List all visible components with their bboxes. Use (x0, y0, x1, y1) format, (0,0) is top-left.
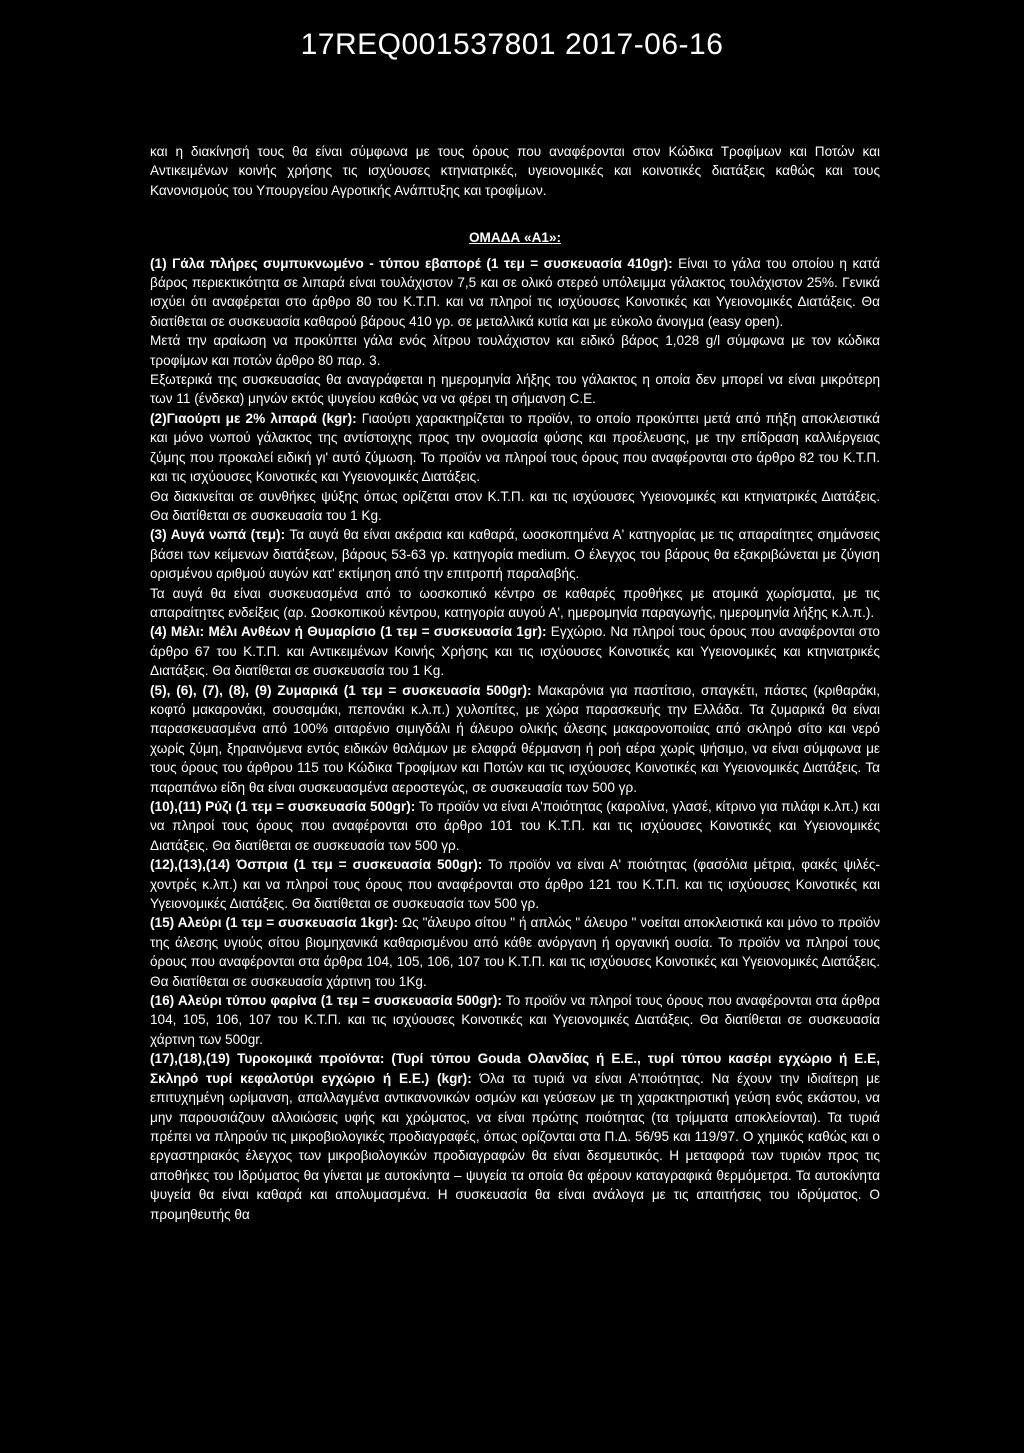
item-title: (16) Αλεύρι τύπου φαρίνα (1 τεμ = συσκευασία 500gr): (150, 993, 502, 1009)
item-text: Εγχώριο. Να πληροί τους όρους που αναφέρονται στο άρθρο 67 του Κ.Τ.Π. και Αντικειμένων Κοινής Χρήσης και τις ισχύουσες Κοινοτικές και Υγειονομικές και κτηνιατρικές Διατάξεις. Θα διατίθεται σε συσκευασία του 1 Kg. (150, 624, 880, 679)
item-text: Τα αυγά θα είναι ακέραια και καθαρά, ωοσκοπημένα Α' κατηγορίας με τις απαραίτητες σημάνσεις βάσει των κείμενων διατάξεων, βάρους 53-63 γρ. κατηγορία medium. Ο έλεγχος του βάρους θα εξακριβώνεται με ζύγιση ορισμένου αριθμού αυγών κατ' εκτίμηση από την επιτροπή παραλαβής. (150, 527, 880, 582)
item-paragraph (150, 487, 880, 526)
item-paragraph (150, 584, 880, 623)
intro-paragraph: και η διακίνησή τους θα είναι σύμφωνα με τους όρους που αναφέρονται στον Κώδικα Τροφίμων και Ποτών και Αντικειμένων κοινής χρήσης τις ισχύουσες κτηνιατρικές, υγειονομικές και κοινοτικές διατάξεις καθώς και τους Κανονισμούς του Υπουργείου Αγροτικής Ανάπτυξης και τροφίμων. (150, 144, 880, 198)
item-title: (1) Γάλα πλήρες συμπυκνωμένο - τύπου εβαπορέ (1 τεμ = συσκευασία 410gr): (150, 255, 673, 271)
item-text: Το προϊόν να είναι Α' ποιότητας (φασόλια μέτρια, φακές ψιλές-χοντρές κ.λπ.) και να πληροί τους όρους που αναφέρονται στο άρθρο 121 του Κ.Τ.Π. και τις ισχύουσες Κοινοτικές και Υγειονομικές Διατάξεις. Θα διατίθεται σε συσκευασία των 500 γρ. (150, 857, 880, 912)
item-text: Τα αυγά θα είναι συσκευασμένα από το ωοσκοπικό κέντρο σε καθαρές προθήκες με ατομικά χωρίσματα, με τις απαραίτητες ενδείξεις (αρ. Ωοσκοπικού κέντρου, κατηγορία αυγού Α', ημερομηνία παραγωγής, ημερομηνία λήξης κ.λ.π.). (150, 585, 880, 620)
item-title: (4) Μέλι: Μέλι Ανθέων ή Θυμαρίσιο (1 τεμ = συσκευασία 1gr): (150, 624, 547, 640)
item-paragraph (150, 331, 880, 370)
item-text: Ως "άλευρο σίτου " ή απλώς " άλευρο " νοείται αποκλειστικά και μόνο το προϊόν της άλεσης υγιούς σίτου βιομηχανικά καθαρισμένου από κάθε ανόργανη ή οργανική ουσία. Το προϊόν να πληροί τους όρους που αναφέρονται στα άρθρα 104, 105, 106, 107 του Κ.Τ.Π. και τις ισχύουσες Κοινοτικές και Υγειονομικές Διατάξεις. Θα διατίθεται σε συσκευασία χάρτινη του 1Kg. (150, 915, 880, 989)
group-heading: ΟΜΑΔΑ «Α1»: (468, 230, 562, 246)
item-list (150, 254, 880, 1224)
item-text: Το προϊόν να πληροί τους όρους που αναφέρονται στα άρθρα 104, 105, 106, 107 του Κ.Τ.Π. και τις ισχύουσες Κοινοτικές και Υγειονομικές Διατάξεις. Θα διατίθεται σε συσκευασία χάρτινη των 500gr. (150, 993, 880, 1047)
item-title: (2)Γιαούρτι με 2% λιπαρά (kgr): (150, 410, 357, 426)
item-text: Το προϊόν να είναι Α'ποιότητας (καρολίνα, γλασέ, κίτρινο για πιλάφι κ.λπ.) και να πληροί τους όρους που αναφέρονται στο άρθρο 101 του Κ.Τ.Π. και τις ισχύουσες Κοινοτικές και Υγειονομικές Διατάξεις. Θα διατίθεται σε συσκευασία των 500 γρ. (150, 799, 880, 853)
item-text: Γιαούρτι χαρακτηρίζεται το προϊόν, το οποίο προκύπτει μετά από πήξη αποκλειστικά και μόνο νωπού γάλακτος της αντίστοιχης προς την ονομασία φύσης και προέλευσης, με την επίδραση καλλιέργειας ζύμης που προκαλεί ειδική γι' αυτό ζύμωση. Το προϊόν να πληροί τους όρους που αναφέρονται στο άρθρο 82 του Κ.Τ.Π. και τις ισχύουσες Κοινοτικές και Υγειονομικές Διατάξεις. (150, 410, 880, 485)
item-text: Μετά την αραίωση να προκύπτει γάλα ενός λίτρου τουλάχιστον και ειδικό βάρος 1,028 g/l σύμφωνα με τον κώδικα τροφίμων και ποτών άρθρο 80 παρ. 3. (150, 333, 880, 368)
item-paragraph (150, 370, 880, 409)
item-paragraph (150, 622, 880, 680)
item-text: Είναι το γάλα του οποίου η κατά βάρος περιεκτικότητα σε λιπαρά είναι τουλάχιστον 7,5 και σε ολικό στερεό υπόλειμμα γάλακτος τουλάχιστον 25%. Γενικά ισχύει ότι αναφέρεται στο άρθρο 80 του Κ.Τ.Π. και να πληροί τις ισχύουσες Κοινοτικές και Υγειονομικές Διατάξεις. Θα διατίθεται σε συσκευασία καθαρού βάρους 410 γρ. σε μεταλλικά κυτία και με εύκολο άνοιγμα (easy open). (150, 255, 880, 329)
item-paragraph (150, 797, 880, 855)
item-text: Εξωτερικά της συσκευασίας θα αναγράφεται η ημερομηνία λήξης του γάλακτος η οποία δεν μπορεί να είναι μικρότερη των 11 (ένδεκα) μηνών εκτός ψυγείου καθώς να να φέρει τη σήμανση C.E. (150, 372, 880, 407)
item-text: Μακαρόνια για παστίτσιο, σπαγκέτι, πάστες (κριθαράκι, κοφτό μακαρονάκι, σουσαμάκι, πεπονάκι κ.λ.π.) χυλοπίτες, με χώρα παρασκευής την Ελλάδα. Τα ζυμαρικά θα είναι παρασκευασμένα από 100% σιταρένιο σιμιγδάλι ή άλευρο ολικής άλεσης μακαρονοποιίας από σκληρό σίτο και νερό χωρίς ζύμη, ξηραινόμενα εντός ειδικών θαλάμων με ελαφρά θέρμανση ή ροή αέρα χωρίς ψήσιμο, να είναι σύμφωνα με τους όρους του άρθρου 115 του Κώδικα Τροφίμων και Ποτών και τις ισχύουσες Κοινοτικές και Υγειονομικές Διατάξεις. Τα παραπάνω είδη θα είναι συσκευασμένα αεροστεγώς, σε συσκευασία των 500 γρ. (150, 682, 880, 795)
document-body (150, 142, 880, 1224)
item-paragraph (150, 991, 880, 1049)
item-paragraph (150, 254, 880, 332)
item-paragraph (150, 409, 880, 487)
item-paragraph (150, 913, 880, 991)
item-text: Θα διακινείται σε συνθήκες ψύξης όπως ορίζεται στον Κ.Τ.Π. και τις ισχύουσες Υγειονομικές και κτηνιατρικές Διατάξεις. Θα διατίθεται σε συσκευασία του 1 Kg. (150, 488, 880, 523)
item-title: (10),(11) Ρύζι (1 τεμ = συσκευασία 500gr): (150, 799, 416, 814)
item-paragraph (150, 525, 880, 583)
item-text: Όλα τα τυριά να είναι Α'ποιότητας. Να έχουν την ιδιαίτερη με επιτυχημένη ωρίμανση, απαλλαγμένα αντικανονικών οσμών και γεύσεων με τη χαρακτηριστική γεύση ενός εκάστου, να μην παρουσιάζουν αλλοιώσεις υφής και χρώματος, να είναι πρώτης ποιότητας (τα τρίμματα αποκλείονται). Τα τυριά πρέπει να πληρούν τις μικροβιολογικές προδιαγραφές, όπως ορίζονται στα Π.Δ. 56/95 και 119/97. Ο χημικός καθώς και ο εργαστηριακός έλεγχος των μικροβιολογικών προδιαγραφών θα είναι δεσμευτικός. Η μεταφορά των τυριών προς τις αποθήκες του Ιδρύματος θα γίνεται με αυτοκίνητα – ψυγεία τα οποία θα φέρουν καταγραφικά θερμόμετρα. Τα αυτοκίνητα ψυγεία θα είναι καθαρά και απολυμασμένα. Η συσκευασία θα είναι ανάλογα με τις απαιτήσεις του ιδρύματος. Ο προμηθευτής θα (150, 1070, 881, 1222)
item-paragraph (150, 855, 880, 913)
item-title: (3) Αυγά νωπά (τεμ): (150, 527, 286, 543)
item-title: (17),(18),(19) Τυροκομικά προϊόντα: (Τυρί τύπου Gouda Ολανδίας ή Ε.Ε., τυρί τύπου κασέρι εγχώριο ή Ε.Ε, Σκληρό τυρί κεφαλοτύρι εγχώριο ή Ε.Ε.) (kgr): (150, 1051, 880, 1086)
item-title: (5), (6), (7), (8), (9) Ζυμαρικά (1 τεμ = συσκευασία 500gr): (150, 682, 532, 698)
item-paragraph (150, 1049, 880, 1224)
item-title: (12),(13),(14) Όσπρια (1 τεμ = συσκευασία 500gr): (150, 857, 483, 873)
item-title: (15) Αλεύρι (1 τεμ = συσκευασία 1kgr): (150, 915, 399, 931)
document-code: 17REQ001537801 2017-06-16 (300, 28, 724, 61)
item-paragraph (150, 681, 880, 797)
